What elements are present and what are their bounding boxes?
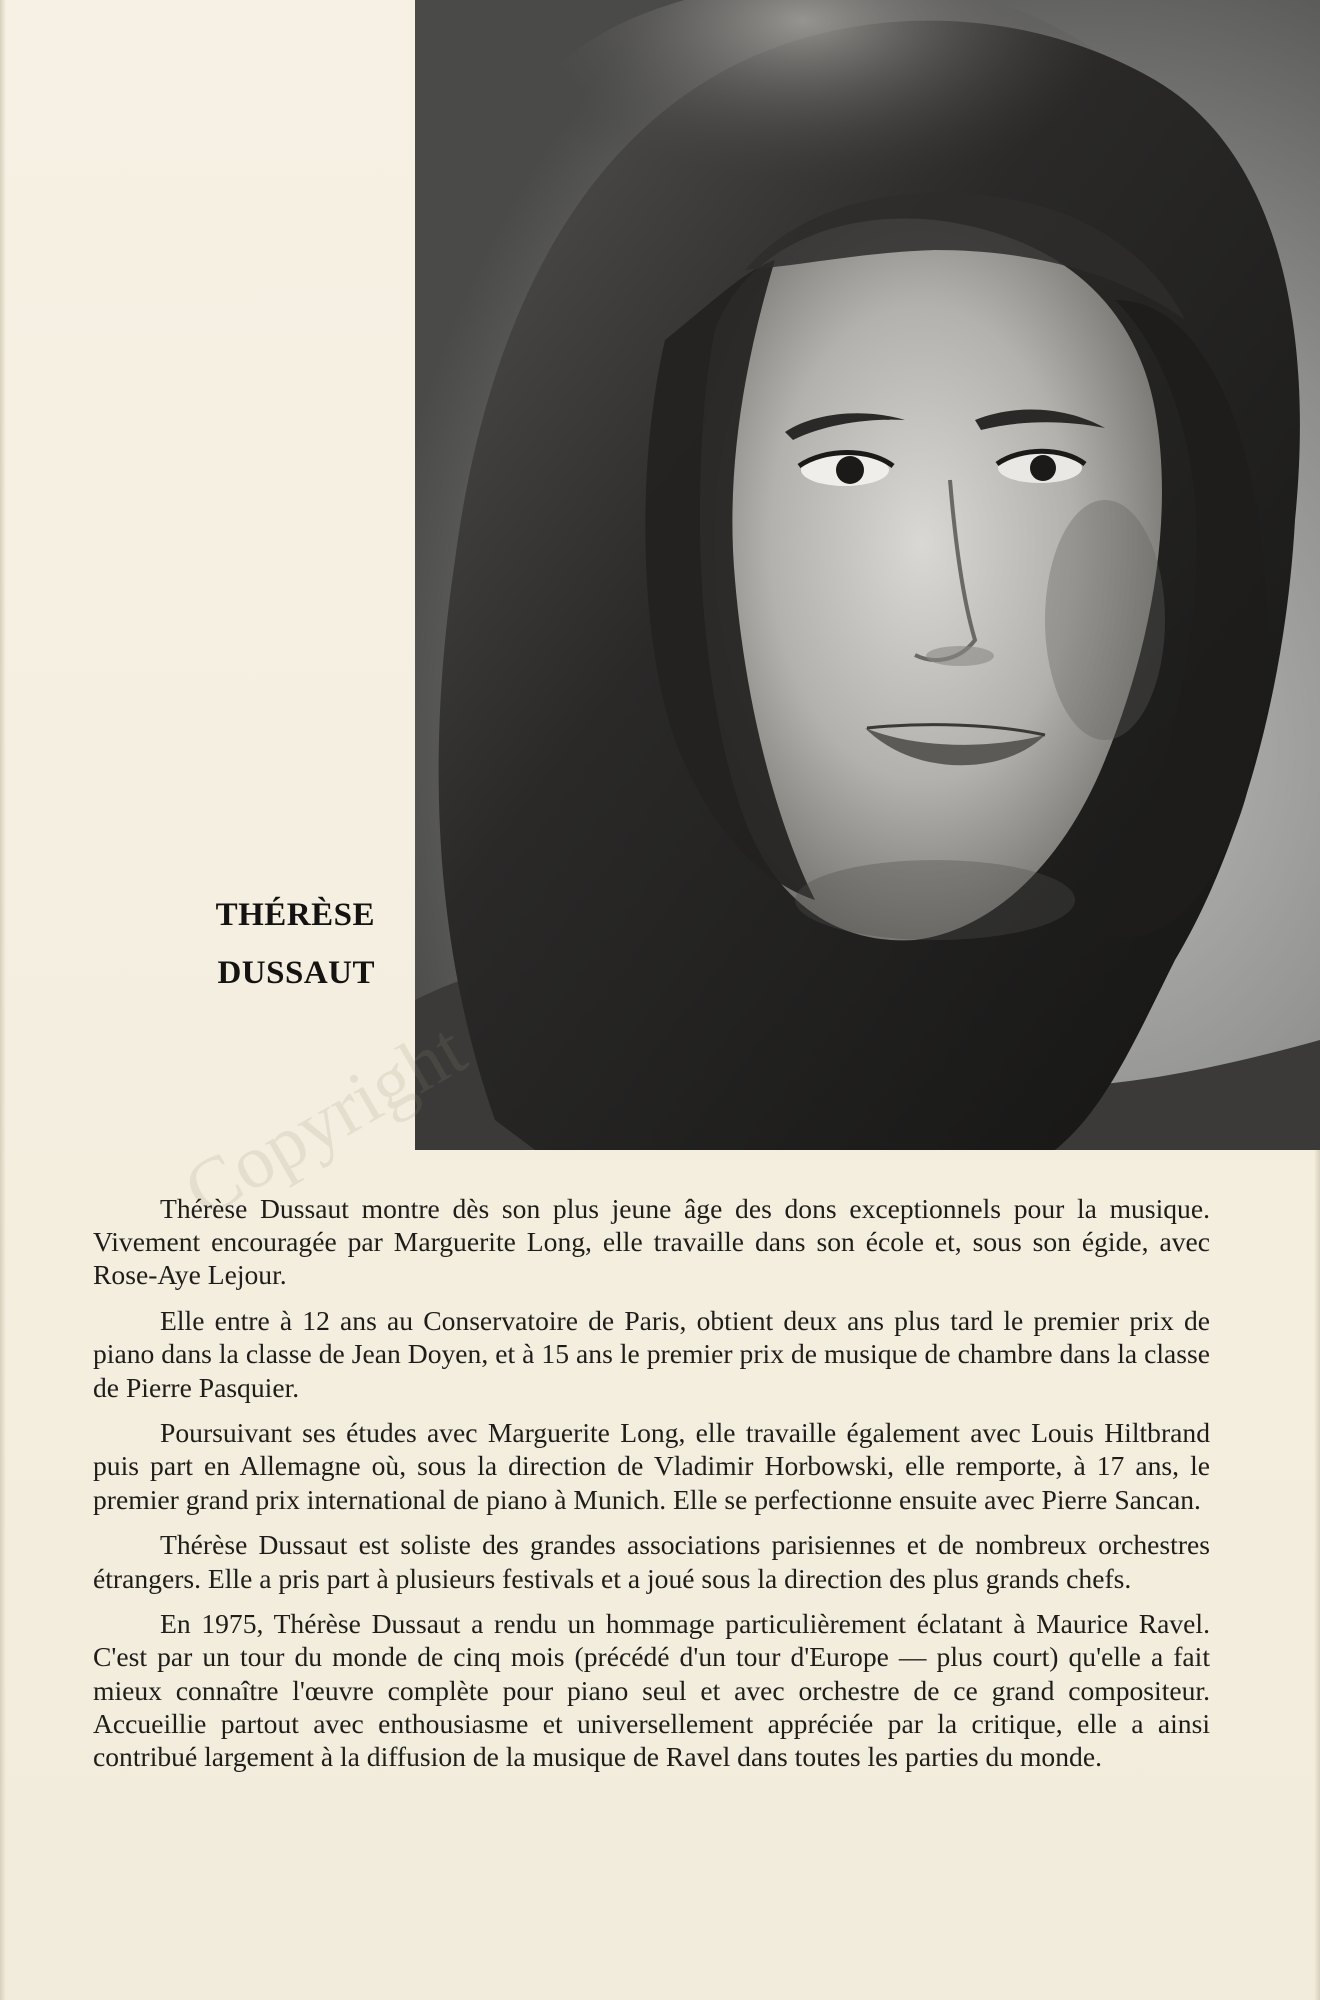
bio-paragraph: Thérèse Dussaut est soliste des grandes associations parisiennes et de nombreux orchestres étrangers. Elle a pris part à plusieurs festivals et a joué sous la direction des plus grands chefs. bbox=[93, 1529, 1210, 1594]
artist-last-name: DUSSAUT bbox=[217, 955, 375, 991]
copyright-watermark: Copyright bbox=[170, 1006, 480, 1234]
bio-paragraph: Elle entre à 12 ans au Conservatoire de Paris, obtient deux ans plus tard le premier prix de piano dans la classe de Jean Doyen, et à 15 ans le premier prix de musique de chambre dans la classe de Pierre Pasquier. bbox=[93, 1305, 1210, 1403]
biography-text bbox=[93, 1192, 1210, 1786]
bio-paragraph: Thérèse Dussaut montre dès son plus jeune âge des dons exceptionnels pour la musique. Vivement encouragée par Marguerite Long, elle travaille dans son école et, sous son égide, avec Rose-Aye Lejour. bbox=[93, 1193, 1210, 1291]
page-edge-left bbox=[0, 0, 6, 2000]
artist-first-name: THÉRÈSE bbox=[215, 897, 375, 933]
bio-paragraph: Poursuivant ses études avec Marguerite Long, elle travaille également avec Louis Hiltbrand puis part en Allemagne où, sous la direction de Vladimir Horbowski, elle remporte, à 17 ans, le premier grand prix international de piano à Munich. Elle se perfectionne ensuite avec Pierre Sancan. bbox=[93, 1417, 1210, 1515]
portrait-photo bbox=[415, 0, 1320, 1150]
bio-paragraph: En 1975, Thérèse Dussaut a rendu un hommage particulièrement éclatant à Maurice Ravel. C'est par un tour du monde de cinq mois (précédé d'un tour d'Europe — plus court) qu'elle a fait mieux connaître l'œuvre complète pour piano seul et avec orchestre de ce grand compositeur. Accueillie partout avec enthousiasme et universellement appréciée par la critique, elle a ainsi contribué largement à la diffusion de la musique de Ravel dans toutes les parties du monde. bbox=[93, 1608, 1210, 1773]
artist-name bbox=[150, 886, 375, 1002]
